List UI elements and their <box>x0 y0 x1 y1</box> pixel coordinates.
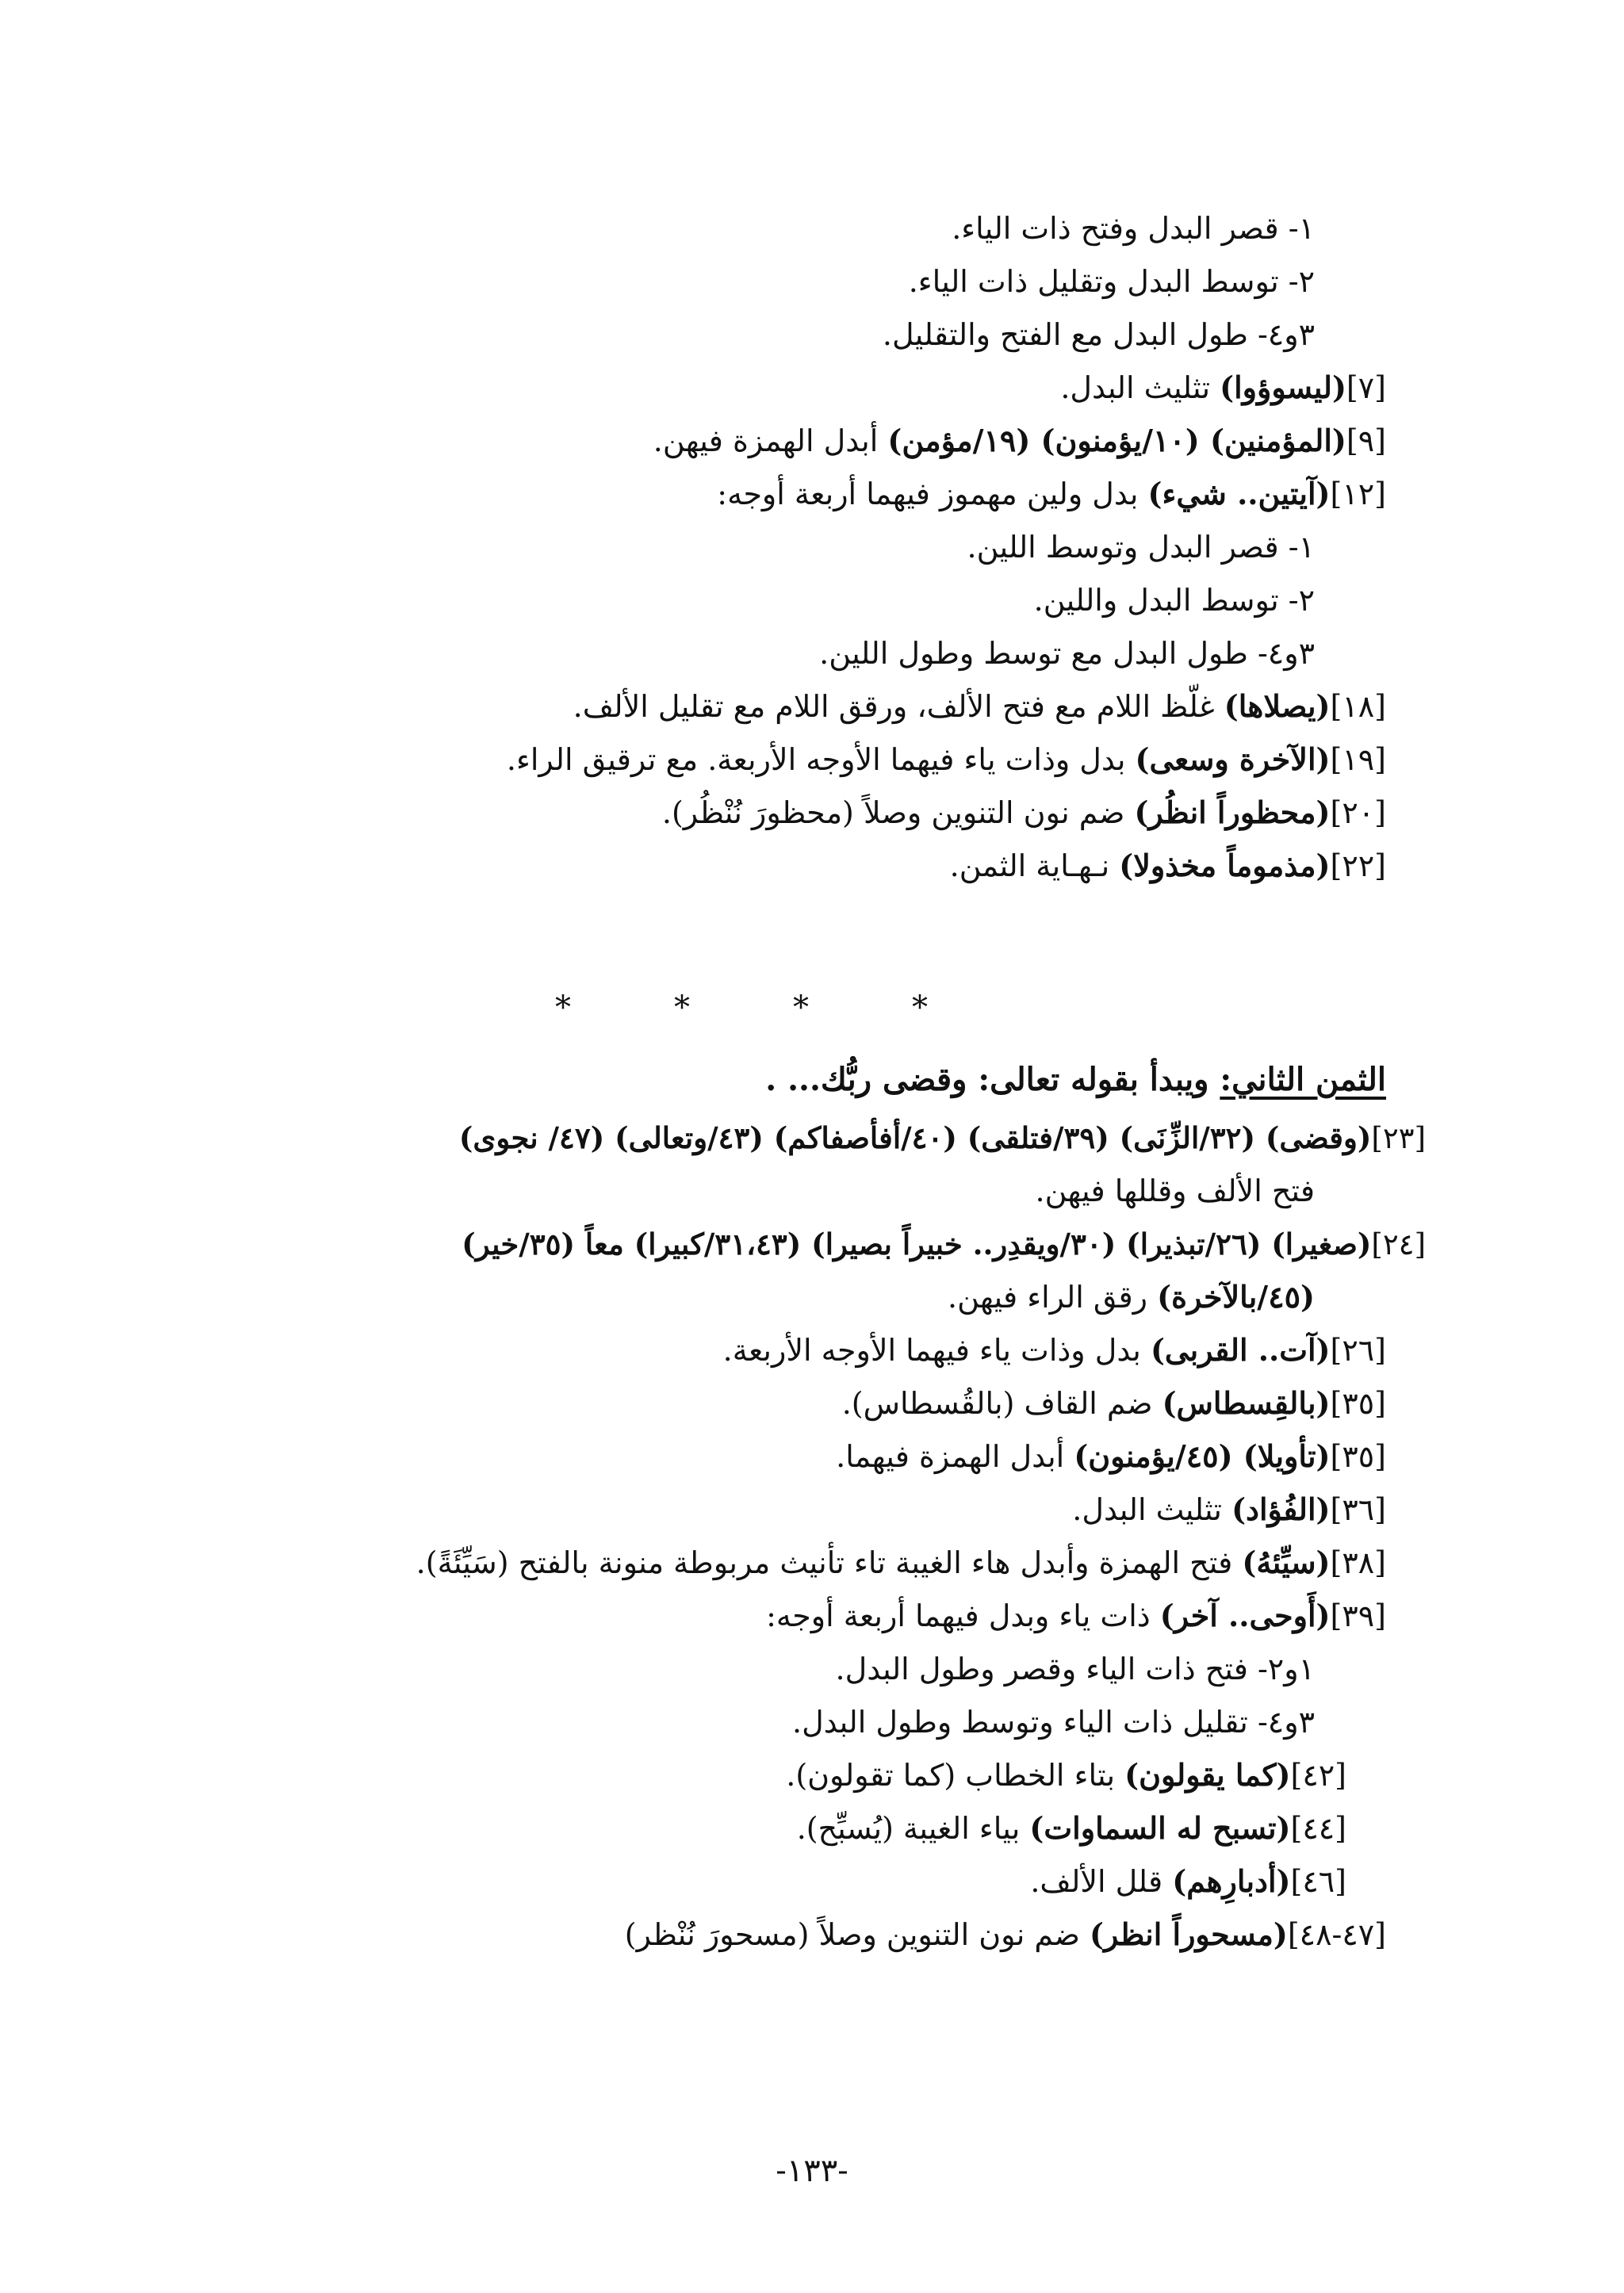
verse-ref: [٩] <box>1346 423 1386 458</box>
ruling-text: تثليث البدل. <box>1072 1492 1232 1527</box>
entry-line <box>1072 1486 1386 1533</box>
verse-ref: [١٩] <box>1330 742 1386 777</box>
quranic-word: (يصلاها) <box>1224 688 1331 724</box>
quranic-word: (ليسوؤوا) <box>1220 369 1346 405</box>
verse-ref: [٢٦] <box>1330 1333 1386 1368</box>
ruling-text: ضم نون التنوين وصلاً (مسحورَ نُنْظر) <box>624 1917 1090 1952</box>
section-heading-text: ويبدأ بقوله تعالى: وقضى ربُّك... . <box>765 1061 1220 1098</box>
text-line: ١- قصر البدل وفتح ذات الياء. <box>952 211 1315 246</box>
verse-ref: [٤٧-٤٨] <box>1287 1917 1386 1952</box>
quranic-word: (الآخرة وسعى) <box>1135 741 1331 777</box>
quranic-word: (١٠/يؤمنون) <box>1030 423 1210 458</box>
separator-star: * <box>674 990 690 1026</box>
quranic-word: (١٩/مؤمن) <box>887 423 1031 458</box>
verse-ref: [٤٤] <box>1290 1811 1346 1846</box>
separator-star: * <box>793 990 809 1026</box>
quranic-word: (٤٥/بالآخرة) <box>1157 1279 1315 1315</box>
ruling-text: ضم القاف (بالقُسطاس). <box>841 1386 1162 1421</box>
quranic-word: (كما يقولون) <box>1124 1757 1291 1793</box>
verse-ref: [٢٠] <box>1330 795 1386 830</box>
verse-ref: [٣٥] <box>1330 1386 1386 1421</box>
text-line: ٣و٤- تقليل ذات الياء وتوسط وطول البدل. <box>792 1705 1315 1740</box>
entry-line <box>573 683 1386 730</box>
ruling-text: بتاء الخطاب (كما تقولون). <box>786 1758 1125 1793</box>
ruling-text: غلّظ اللام مع فتح الألف، ورقق اللام مع تقليل الألف. <box>573 689 1224 724</box>
ruling-text: ضم نون التنوين وصلاً (محظورَ نُنْظُر). <box>661 795 1135 830</box>
entry-line <box>416 1539 1386 1587</box>
entry-line <box>786 1751 1346 1799</box>
verse-ref: [٢٣] <box>1371 1121 1426 1155</box>
entry-line <box>948 1273 1315 1321</box>
text-line: ١- قصر البدل وتوسط اللين. <box>967 530 1315 565</box>
ruling-text: بياء الغيبة (يُسبِّح). <box>796 1811 1030 1846</box>
verse-ref: [١٢] <box>1330 477 1386 511</box>
entry-line <box>1060 364 1386 412</box>
verse-ref: [٣٥] <box>1330 1439 1386 1474</box>
ruling-text: بدل ولين مهموز فيهما أربعة أوجه: <box>717 477 1148 511</box>
entry-line <box>1030 1858 1346 1905</box>
ruling-text: رقق الراء فيهن. <box>947 1280 1158 1315</box>
ruling-text: قلل الألف. <box>1030 1864 1173 1899</box>
ruling-text: نـهـاية الثمن. <box>949 848 1120 883</box>
text-line: ٢- توسط البدل واللين. <box>1033 583 1315 618</box>
verse-ref: [٣٨] <box>1330 1545 1386 1580</box>
quranic-word: (صغيرا) (٢٦/تبذيرا) (٣٠/ويقدِر.. خبيراً بصيرا) (٣١،٤٣/كبيرا) معاً (٣٥/خير) <box>462 1227 1372 1261</box>
quranic-word: (تأويلا) (٤٥/يؤمنون) <box>1074 1438 1331 1474</box>
verse-ref: [٤٢] <box>1290 1758 1346 1793</box>
section-heading <box>765 1055 1386 1105</box>
verse-ref: [٢٢] <box>1330 848 1386 883</box>
quranic-word: (بالقِسطاس) <box>1162 1385 1331 1421</box>
entry-line <box>797 1805 1346 1852</box>
entry-line <box>462 1220 1426 1268</box>
text-line: ٢- توسط البدل وتقليل ذات الياء. <box>908 264 1315 299</box>
separator-star: * <box>912 990 928 1026</box>
verse-ref: [٤٦] <box>1290 1864 1346 1899</box>
entry-line <box>766 1592 1386 1640</box>
ruling-text: بدل وذات ياء فيهما الأوجه الأربعة. مع ترقيق الراء. <box>506 742 1136 777</box>
page-number: -١٣٣- <box>776 2153 848 2189</box>
separator-star: * <box>555 990 571 1026</box>
quranic-word: (وقضى) (٣٢/الزِّنَى) (٣٩/فتلقى) (٤٠/أفأصفاكم) (٤٣/وتعالى) (٤٧/ نجوى) <box>458 1120 1372 1155</box>
verse-ref: [٣٦] <box>1330 1492 1386 1527</box>
entry-line <box>459 1114 1426 1162</box>
ruling-text: تثليث البدل. <box>1060 370 1220 405</box>
quranic-word: (أدبارِهم) <box>1172 1863 1291 1899</box>
verse-ref: [٣٩] <box>1330 1598 1386 1633</box>
ruling-text: أبدل الهمزة فيهن. <box>653 423 888 458</box>
entry-line <box>836 1433 1386 1480</box>
section-heading-label: الثمن الثاني: <box>1220 1061 1386 1098</box>
text-line: فتح الألف وقللها فيهن. <box>1035 1173 1315 1208</box>
quranic-word: (الفُؤاد) <box>1231 1491 1331 1527</box>
quranic-word: (المؤمنين) <box>1210 423 1346 458</box>
entry-line <box>842 1380 1386 1427</box>
text-line: ٣و٤- طول البدل مع توسط وطول اللين. <box>819 636 1315 671</box>
section-separator <box>555 990 1047 1026</box>
ruling-text: فتح الهمزة وأبدل هاء الغيبة تاء تأنيث مربوطة منونة بالفتح (سَيِّئَةً). <box>416 1545 1243 1580</box>
verse-ref: [٢٤] <box>1371 1227 1426 1261</box>
ruling-text: أبدل الهمزة فيهما. <box>836 1439 1074 1474</box>
entry-line <box>950 842 1386 890</box>
text-line: ١و٢- فتح ذات الياء وقصر وطول البدل. <box>835 1652 1315 1686</box>
quranic-word: (آت.. القربى) <box>1150 1332 1331 1368</box>
entry-line <box>507 736 1386 783</box>
quranic-word: (آيتين.. شيء) <box>1147 476 1331 511</box>
entry-line <box>723 1326 1386 1374</box>
quranic-word: (أَوحى.. آخر) <box>1159 1598 1331 1633</box>
verse-ref: [١٨] <box>1330 689 1386 724</box>
entry-line <box>625 1911 1386 1958</box>
entry-line <box>717 470 1386 518</box>
quranic-word: (سيِّئهُ) <box>1242 1545 1331 1580</box>
verse-ref: [٧] <box>1346 370 1386 405</box>
quranic-word: (تسبح له السماوات) <box>1029 1810 1291 1846</box>
quranic-word: (مسحوراً انظر) <box>1090 1916 1288 1952</box>
quranic-word: (مذموماً مخذولا) <box>1119 848 1331 883</box>
entry-line <box>653 417 1386 465</box>
entry-line <box>662 789 1386 836</box>
quranic-word: (محظوراً انظُر) <box>1134 794 1331 830</box>
ruling-text: ذات ياء وبدل فيهما أربعة أوجه: <box>766 1598 1160 1633</box>
text-line: ٣و٤- طول البدل مع الفتح والتقليل. <box>882 317 1315 352</box>
ruling-text: بدل وذات ياء فيهما الأوجه الأربعة. <box>722 1333 1151 1368</box>
